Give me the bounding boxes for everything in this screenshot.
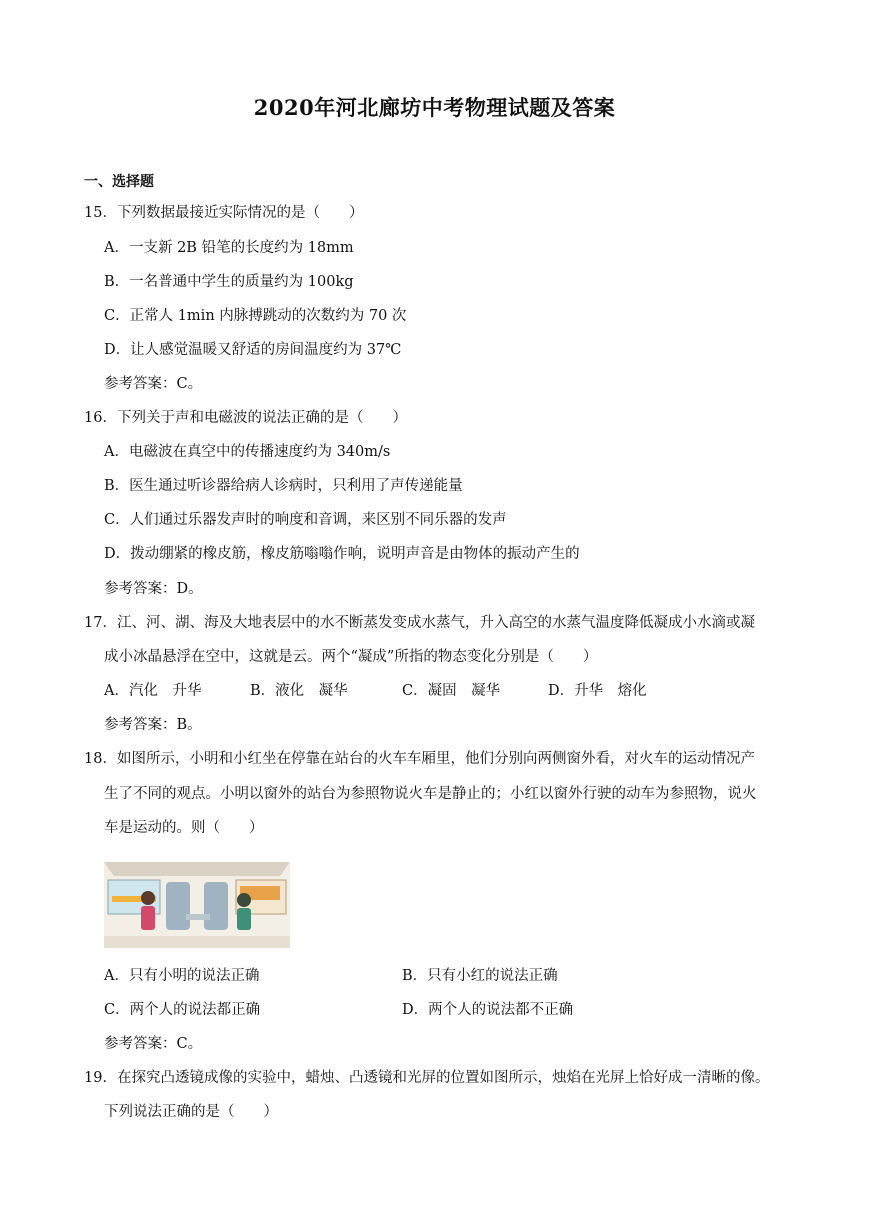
question-17-option-d: D．升华 熔化 — [548, 683, 647, 699]
question-15-option-d: D．让人感觉温暖又舒适的房间温度约为 37℃ — [104, 342, 402, 358]
question-15-stem: 15．下列数据最接近实际情况的是（ ） — [84, 205, 364, 221]
question-18-answer: 参考答案：C。 — [104, 1036, 203, 1052]
question-17-option-a: A．汽化 升华 — [104, 683, 202, 699]
question-19-stem-line-1: 19．在探究凸透镜成像的实验中，蜡烛、凸透镜和光屏的位置如图所示，烛焰在光屏上恰好成一清晰的像。 — [84, 1070, 770, 1086]
question-16-option-b: B．医生通过听诊器给病人诊病时，只利用了声传递能量 — [104, 478, 463, 494]
page-title: 2020年河北廊坊中考物理试题及答案 — [253, 95, 616, 120]
question-17-stem-line-1: 17．江、河、湖、海及大地表层中的水不断蒸发变成水蒸气，升入高空的水蒸气温度降低凝成小水滴或凝 — [84, 615, 755, 631]
question-18-stem-line-1: 18．如图所示，小明和小红坐在停靠在站台的火车车厢里，他们分别向两侧窗外看，对火车的运动情况产 — [84, 751, 755, 767]
question-18-option-c: C．两个人的说法都正确 — [104, 1002, 261, 1018]
question-16-stem: 16．下列关于声和电磁波的说法正确的是（ ） — [84, 410, 407, 426]
question-15-option-a: A．一支新 2B 铅笔的长度约为 18mm — [104, 240, 354, 256]
question-16-option-c: C．人们通过乐器发声时的响度和音调，来区别不同乐器的发声 — [104, 512, 507, 528]
question-16-option-d: D．拨动绷紧的橡皮筋，橡皮筋嗡嗡作响，说明声音是由物体的振动产生的 — [104, 546, 580, 562]
section-heading: 一、选择题 — [84, 174, 154, 190]
question-18-stem-line-3: 车是运动的。则（ ） — [104, 820, 264, 836]
question-15-option-c: C．正常人 1min 内脉搏跳动的次数约为 70 次 — [104, 308, 407, 324]
question-18-option-b: B．只有小红的说法正确 — [402, 968, 558, 984]
question-18-option-d: D．两个人的说法都不正确 — [402, 1002, 574, 1018]
question-19-stem-line-2: 下列说法正确的是（ ） — [104, 1104, 278, 1120]
question-15-answer: 参考答案：C。 — [104, 376, 203, 392]
train-carriage-illustration — [104, 856, 290, 954]
question-15-option-b: B．一名普通中学生的质量约为 100kg — [104, 274, 354, 290]
question-17-option-c: C．凝固 凝华 — [402, 683, 501, 699]
question-16-answer: 参考答案：D。 — [104, 581, 203, 597]
question-16-option-a: A．电磁波在真空中的传播速度约为 340m/s — [104, 444, 391, 460]
question-17-option-b: B．液化 凝华 — [250, 683, 348, 699]
question-17-stem-line-2: 成小冰晶悬浮在空中，这就是云。两个“凝成”所指的物态变化分别是（ ） — [104, 649, 598, 665]
question-17-answer: 参考答案：B。 — [104, 717, 202, 733]
question-18-stem-line-2: 生了不同的观点。小明以窗外的站台为参照物说火车是静止的；小红以窗外行驶的动车为参照物，说火 — [104, 786, 757, 802]
question-18-option-a: A．只有小明的说法正确 — [104, 968, 260, 984]
